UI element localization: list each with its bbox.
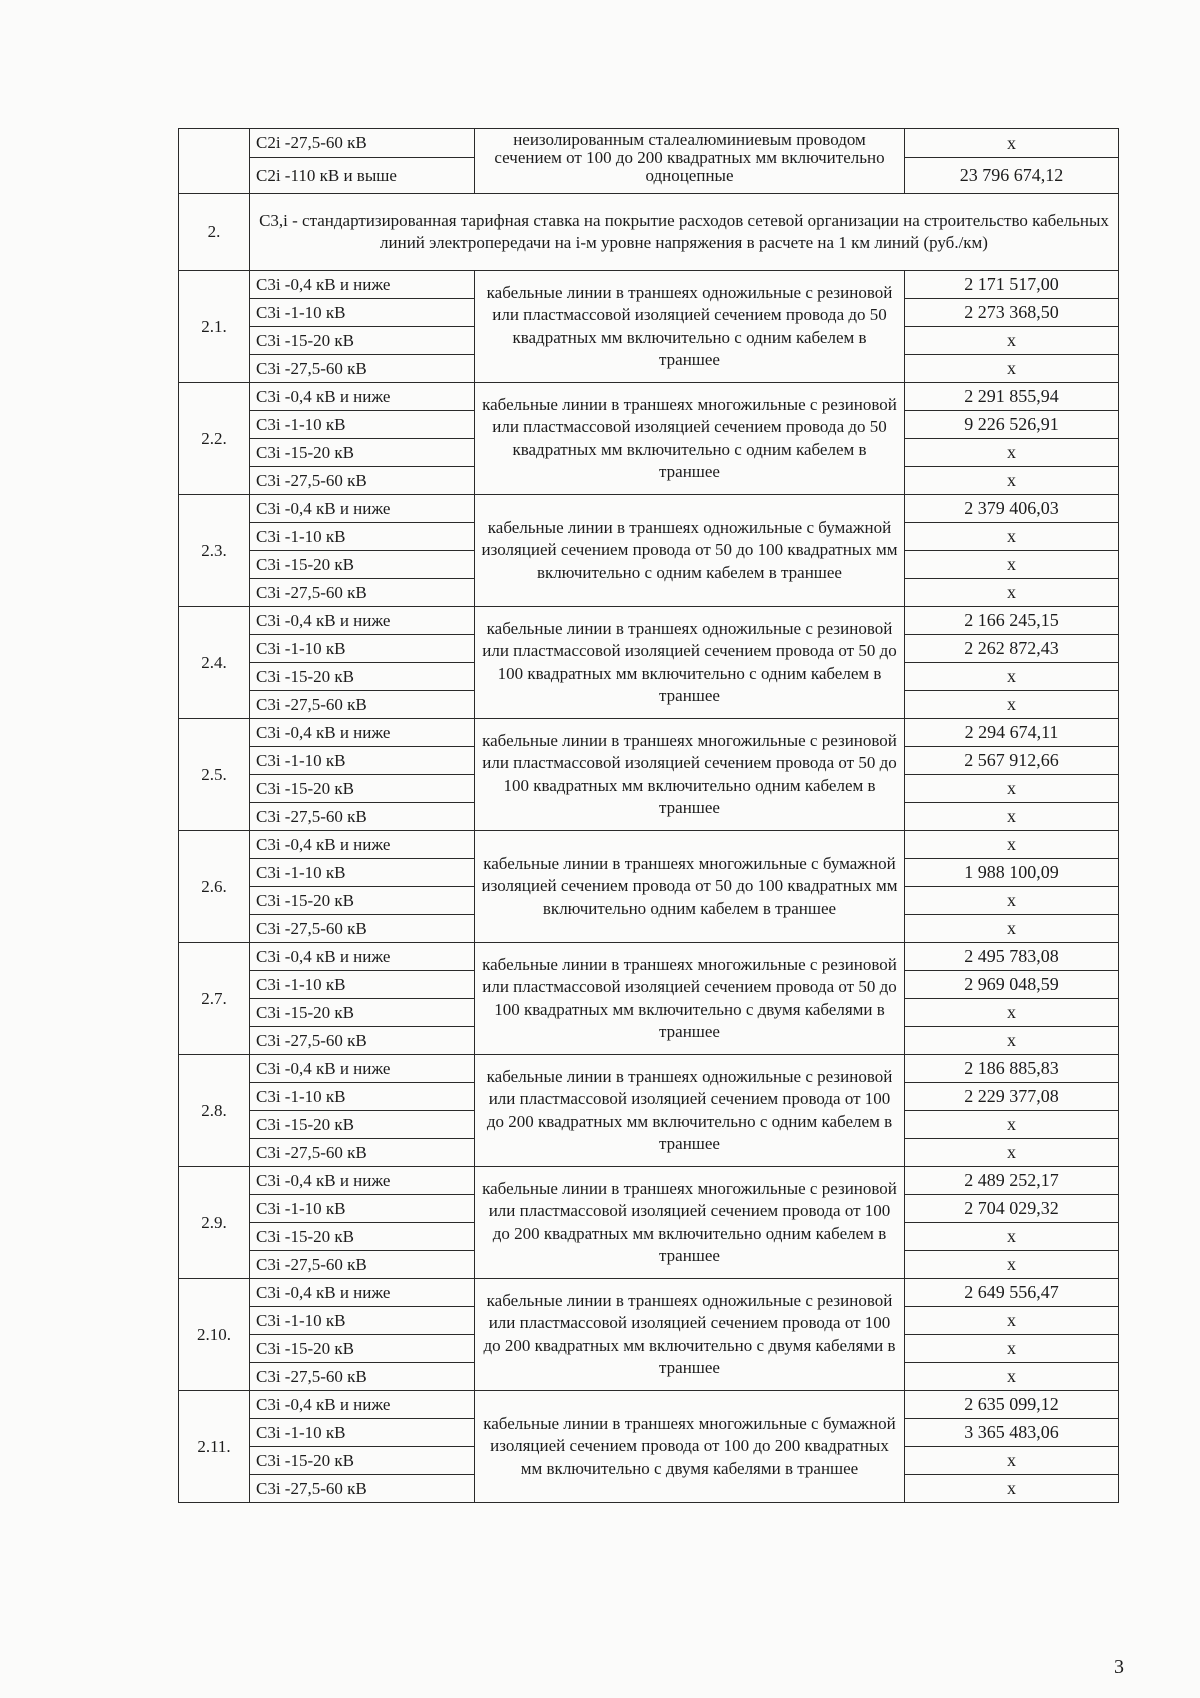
rate-value-cell: х	[905, 915, 1119, 943]
voltage-level-cell: C3i -27,5-60 кВ	[250, 691, 475, 719]
rate-value-cell: х	[905, 887, 1119, 915]
table-row	[179, 129, 1119, 158]
voltage-level-cell: C3i -1-10 кВ	[250, 1195, 475, 1223]
table-row	[179, 383, 1119, 411]
rate-value-cell: х	[905, 1307, 1119, 1335]
voltage-level-cell: C3i -27,5-60 кВ	[250, 915, 475, 943]
rate-value-cell: 2 635 099,12	[905, 1391, 1119, 1419]
rate-value-cell: 2 171 517,00	[905, 271, 1119, 299]
number-cell	[179, 129, 250, 194]
voltage-level-cell: C3i -1-10 кВ	[250, 747, 475, 775]
table-row	[179, 607, 1119, 635]
group-number-cell: 2.6.	[179, 831, 250, 943]
voltage-level-cell: C3i -0,4 кВ и ниже	[250, 495, 475, 523]
voltage-level-cell: C3i -15-20 кВ	[250, 999, 475, 1027]
voltage-level-cell: C3i -27,5-60 кВ	[250, 1027, 475, 1055]
voltage-level-cell: C3i -1-10 кВ	[250, 411, 475, 439]
table-row	[179, 831, 1119, 859]
rate-value-cell: х	[905, 999, 1119, 1027]
voltage-level-cell: C3i -15-20 кВ	[250, 1447, 475, 1475]
voltage-level-cell: C2i -27,5-60 кВ	[250, 129, 475, 158]
rate-value-cell: 23 796 674,12	[905, 158, 1119, 194]
rate-value-cell: х	[905, 129, 1119, 158]
group-number-cell: 2.10.	[179, 1279, 250, 1391]
group-number-cell: 2.4.	[179, 607, 250, 719]
page-number: 3	[1114, 1656, 1124, 1678]
rate-value-cell: х	[905, 803, 1119, 831]
group-number-cell: 2.2.	[179, 383, 250, 495]
rate-value-cell: 9 226 526,91	[905, 411, 1119, 439]
voltage-level-cell: C3i -27,5-60 кВ	[250, 803, 475, 831]
rate-value-cell: х	[905, 467, 1119, 495]
rate-value-cell: х	[905, 831, 1119, 859]
rate-value-cell: х	[905, 1111, 1119, 1139]
rate-value-cell: х	[905, 691, 1119, 719]
voltage-level-cell: C3i -15-20 кВ	[250, 887, 475, 915]
voltage-level-cell: C3i -15-20 кВ	[250, 1223, 475, 1251]
group-number-cell: 2.11.	[179, 1391, 250, 1503]
rate-value-cell: 2 495 783,08	[905, 943, 1119, 971]
rate-value-cell: х	[905, 579, 1119, 607]
voltage-level-cell: C3i -27,5-60 кВ	[250, 1139, 475, 1167]
voltage-level-cell: C3i -27,5-60 кВ	[250, 1475, 475, 1503]
voltage-level-cell: C3i -15-20 кВ	[250, 1335, 475, 1363]
voltage-level-cell: C3i -0,4 кВ и ниже	[250, 271, 475, 299]
rate-value-cell: 2 969 048,59	[905, 971, 1119, 999]
group-number-cell: 2.7.	[179, 943, 250, 1055]
rate-value-cell: х	[905, 327, 1119, 355]
rate-value-cell: 2 379 406,03	[905, 495, 1119, 523]
table-row	[179, 1391, 1119, 1419]
rate-value-cell: х	[905, 1251, 1119, 1279]
rate-value-cell: 2 229 377,08	[905, 1083, 1119, 1111]
table-row	[179, 719, 1119, 747]
line-type-description: кабельные линии в траншеях многожильные с резиновой или пластмассовой изоляцией сечением провода от 100 до 200 квадратных мм включительно одним кабелем в траншее	[475, 1167, 905, 1279]
line-type-description: кабельные линии в траншеях многожильные с бумажной изоляцией сечением провода от 50 до 100 квадратных мм включительно одним кабелем в траншее	[475, 831, 905, 943]
table-row	[179, 495, 1119, 523]
voltage-level-cell: C2i -110 кВ и выше	[250, 158, 475, 194]
rate-value-cell: х	[905, 523, 1119, 551]
group-number-cell: 2.1.	[179, 271, 250, 383]
voltage-level-cell: C3i -15-20 кВ	[250, 327, 475, 355]
rate-value-cell: х	[905, 1027, 1119, 1055]
voltage-level-cell: C3i -15-20 кВ	[250, 775, 475, 803]
rate-value-cell: х	[905, 1447, 1119, 1475]
line-type-description: кабельные линии в траншеях многожильные с бумажной изоляцией сечением провода от 100 до 200 квадратных мм включительно с двумя кабелями в траншее	[475, 1391, 905, 1503]
voltage-level-cell: C3i -1-10 кВ	[250, 1307, 475, 1335]
group-number-cell: 2.9.	[179, 1167, 250, 1279]
rate-value-cell: 1 988 100,09	[905, 859, 1119, 887]
table-row	[179, 271, 1119, 299]
rate-value-cell: 2 273 368,50	[905, 299, 1119, 327]
voltage-level-cell: C3i -27,5-60 кВ	[250, 1363, 475, 1391]
voltage-level-cell: C3i -15-20 кВ	[250, 1111, 475, 1139]
group-number-cell: 2.8.	[179, 1055, 250, 1167]
section-header-row	[179, 194, 1119, 271]
group-number-cell: 2.3.	[179, 495, 250, 607]
rate-value-cell: 2 649 556,47	[905, 1279, 1119, 1307]
tariff-rates-table	[178, 128, 1119, 1503]
line-type-description: кабельные линии в траншеях одножильные с бумажной изоляцией сечением провода от 50 до 100 квадратных мм включительно с одним кабелем в траншее	[475, 495, 905, 607]
rate-value-cell: х	[905, 1139, 1119, 1167]
voltage-level-cell: C3i -0,4 кВ и ниже	[250, 1055, 475, 1083]
rate-value-cell: х	[905, 1223, 1119, 1251]
rate-value-cell: 2 489 252,17	[905, 1167, 1119, 1195]
rate-value-cell: 2 166 245,15	[905, 607, 1119, 635]
voltage-level-cell: C3i -0,4 кВ и ниже	[250, 1167, 475, 1195]
rate-value-cell: х	[905, 355, 1119, 383]
line-type-description: неизолированным сталеалюминиевым проводом сечением от 100 до 200 квадратных мм включительно одноцепные	[475, 129, 905, 194]
rate-value-cell: х	[905, 551, 1119, 579]
voltage-level-cell: C3i -0,4 кВ и ниже	[250, 943, 475, 971]
voltage-level-cell: C3i -27,5-60 кВ	[250, 579, 475, 607]
rate-value-cell: х	[905, 439, 1119, 467]
line-type-description: кабельные линии в траншеях одножильные с резиновой или пластмассовой изоляцией сечением провода до 50 квадратных мм включительно с одним кабелем в траншее	[475, 271, 905, 383]
voltage-level-cell: C3i -15-20 кВ	[250, 551, 475, 579]
voltage-level-cell: C3i -27,5-60 кВ	[250, 1251, 475, 1279]
group-number-cell: 2.5.	[179, 719, 250, 831]
table-row	[179, 943, 1119, 971]
rate-value-cell: х	[905, 775, 1119, 803]
rate-value-cell: 2 567 912,66	[905, 747, 1119, 775]
section-number: 2.	[179, 194, 250, 271]
voltage-level-cell: C3i -1-10 кВ	[250, 971, 475, 999]
voltage-level-cell: C3i -27,5-60 кВ	[250, 355, 475, 383]
voltage-level-cell: C3i -0,4 кВ и ниже	[250, 383, 475, 411]
line-type-description: кабельные линии в траншеях многожильные с резиновой или пластмассовой изоляцией сечением провода от 50 до 100 квадратных мм включительно с двумя кабелями в траншее	[475, 943, 905, 1055]
rate-value-cell: 2 186 885,83	[905, 1055, 1119, 1083]
table-row	[179, 1055, 1119, 1083]
table-body	[179, 129, 1119, 1503]
voltage-level-cell: C3i -27,5-60 кВ	[250, 467, 475, 495]
rate-value-cell: х	[905, 663, 1119, 691]
rate-value-cell: 2 294 674,11	[905, 719, 1119, 747]
rate-value-cell: 2 704 029,32	[905, 1195, 1119, 1223]
voltage-level-cell: C3i -1-10 кВ	[250, 635, 475, 663]
line-type-description: кабельные линии в траншеях многожильные с резиновой или пластмассовой изоляцией сечением провода от 50 до 100 квадратных мм включительно одним кабелем в траншее	[475, 719, 905, 831]
line-type-description: кабельные линии в траншеях многожильные с резиновой или пластмассовой изоляцией сечением провода до 50 квадратных мм включительно с одним кабелем в траншее	[475, 383, 905, 495]
rate-value-cell: х	[905, 1335, 1119, 1363]
voltage-level-cell: C3i -0,4 кВ и ниже	[250, 719, 475, 747]
line-type-description: кабельные линии в траншеях одножильные с резиновой или пластмассовой изоляцией сечением провода от 50 до 100 квадратных мм включительно с одним кабелем в траншее	[475, 607, 905, 719]
rate-value-cell: 3 365 483,06	[905, 1419, 1119, 1447]
voltage-level-cell: C3i -15-20 кВ	[250, 663, 475, 691]
rate-value-cell: х	[905, 1475, 1119, 1503]
table-row	[179, 1279, 1119, 1307]
table-row	[179, 1167, 1119, 1195]
voltage-level-cell: C3i -1-10 кВ	[250, 1083, 475, 1111]
rate-value-cell: 2 291 855,94	[905, 383, 1119, 411]
voltage-level-cell: C3i -0,4 кВ и ниже	[250, 1391, 475, 1419]
section-title: C3,i - стандартизированная тарифная ставка на покрытие расходов сетевой организации на строительство кабельных линий электропередачи на i-м уровне напряжения в расчете на 1 км линий (руб./км)	[250, 194, 1119, 271]
voltage-level-cell: C3i -1-10 кВ	[250, 523, 475, 551]
voltage-level-cell: C3i -1-10 кВ	[250, 299, 475, 327]
rate-value-cell: 2 262 872,43	[905, 635, 1119, 663]
line-type-description: кабельные линии в траншеях одножильные с резиновой или пластмассовой изоляцией сечением провода от 100 до 200 квадратных мм включительно с одним кабелем в траншее	[475, 1055, 905, 1167]
voltage-level-cell: C3i -1-10 кВ	[250, 1419, 475, 1447]
voltage-level-cell: C3i -0,4 кВ и ниже	[250, 831, 475, 859]
line-type-description: кабельные линии в траншеях одножильные с резиновой или пластмассовой изоляцией сечением провода от 100 до 200 квадратных мм включительно с двумя кабелями в траншее	[475, 1279, 905, 1391]
voltage-level-cell: C3i -0,4 кВ и ниже	[250, 1279, 475, 1307]
voltage-level-cell: C3i -0,4 кВ и ниже	[250, 607, 475, 635]
voltage-level-cell: C3i -1-10 кВ	[250, 859, 475, 887]
voltage-level-cell: C3i -15-20 кВ	[250, 439, 475, 467]
rate-value-cell: х	[905, 1363, 1119, 1391]
